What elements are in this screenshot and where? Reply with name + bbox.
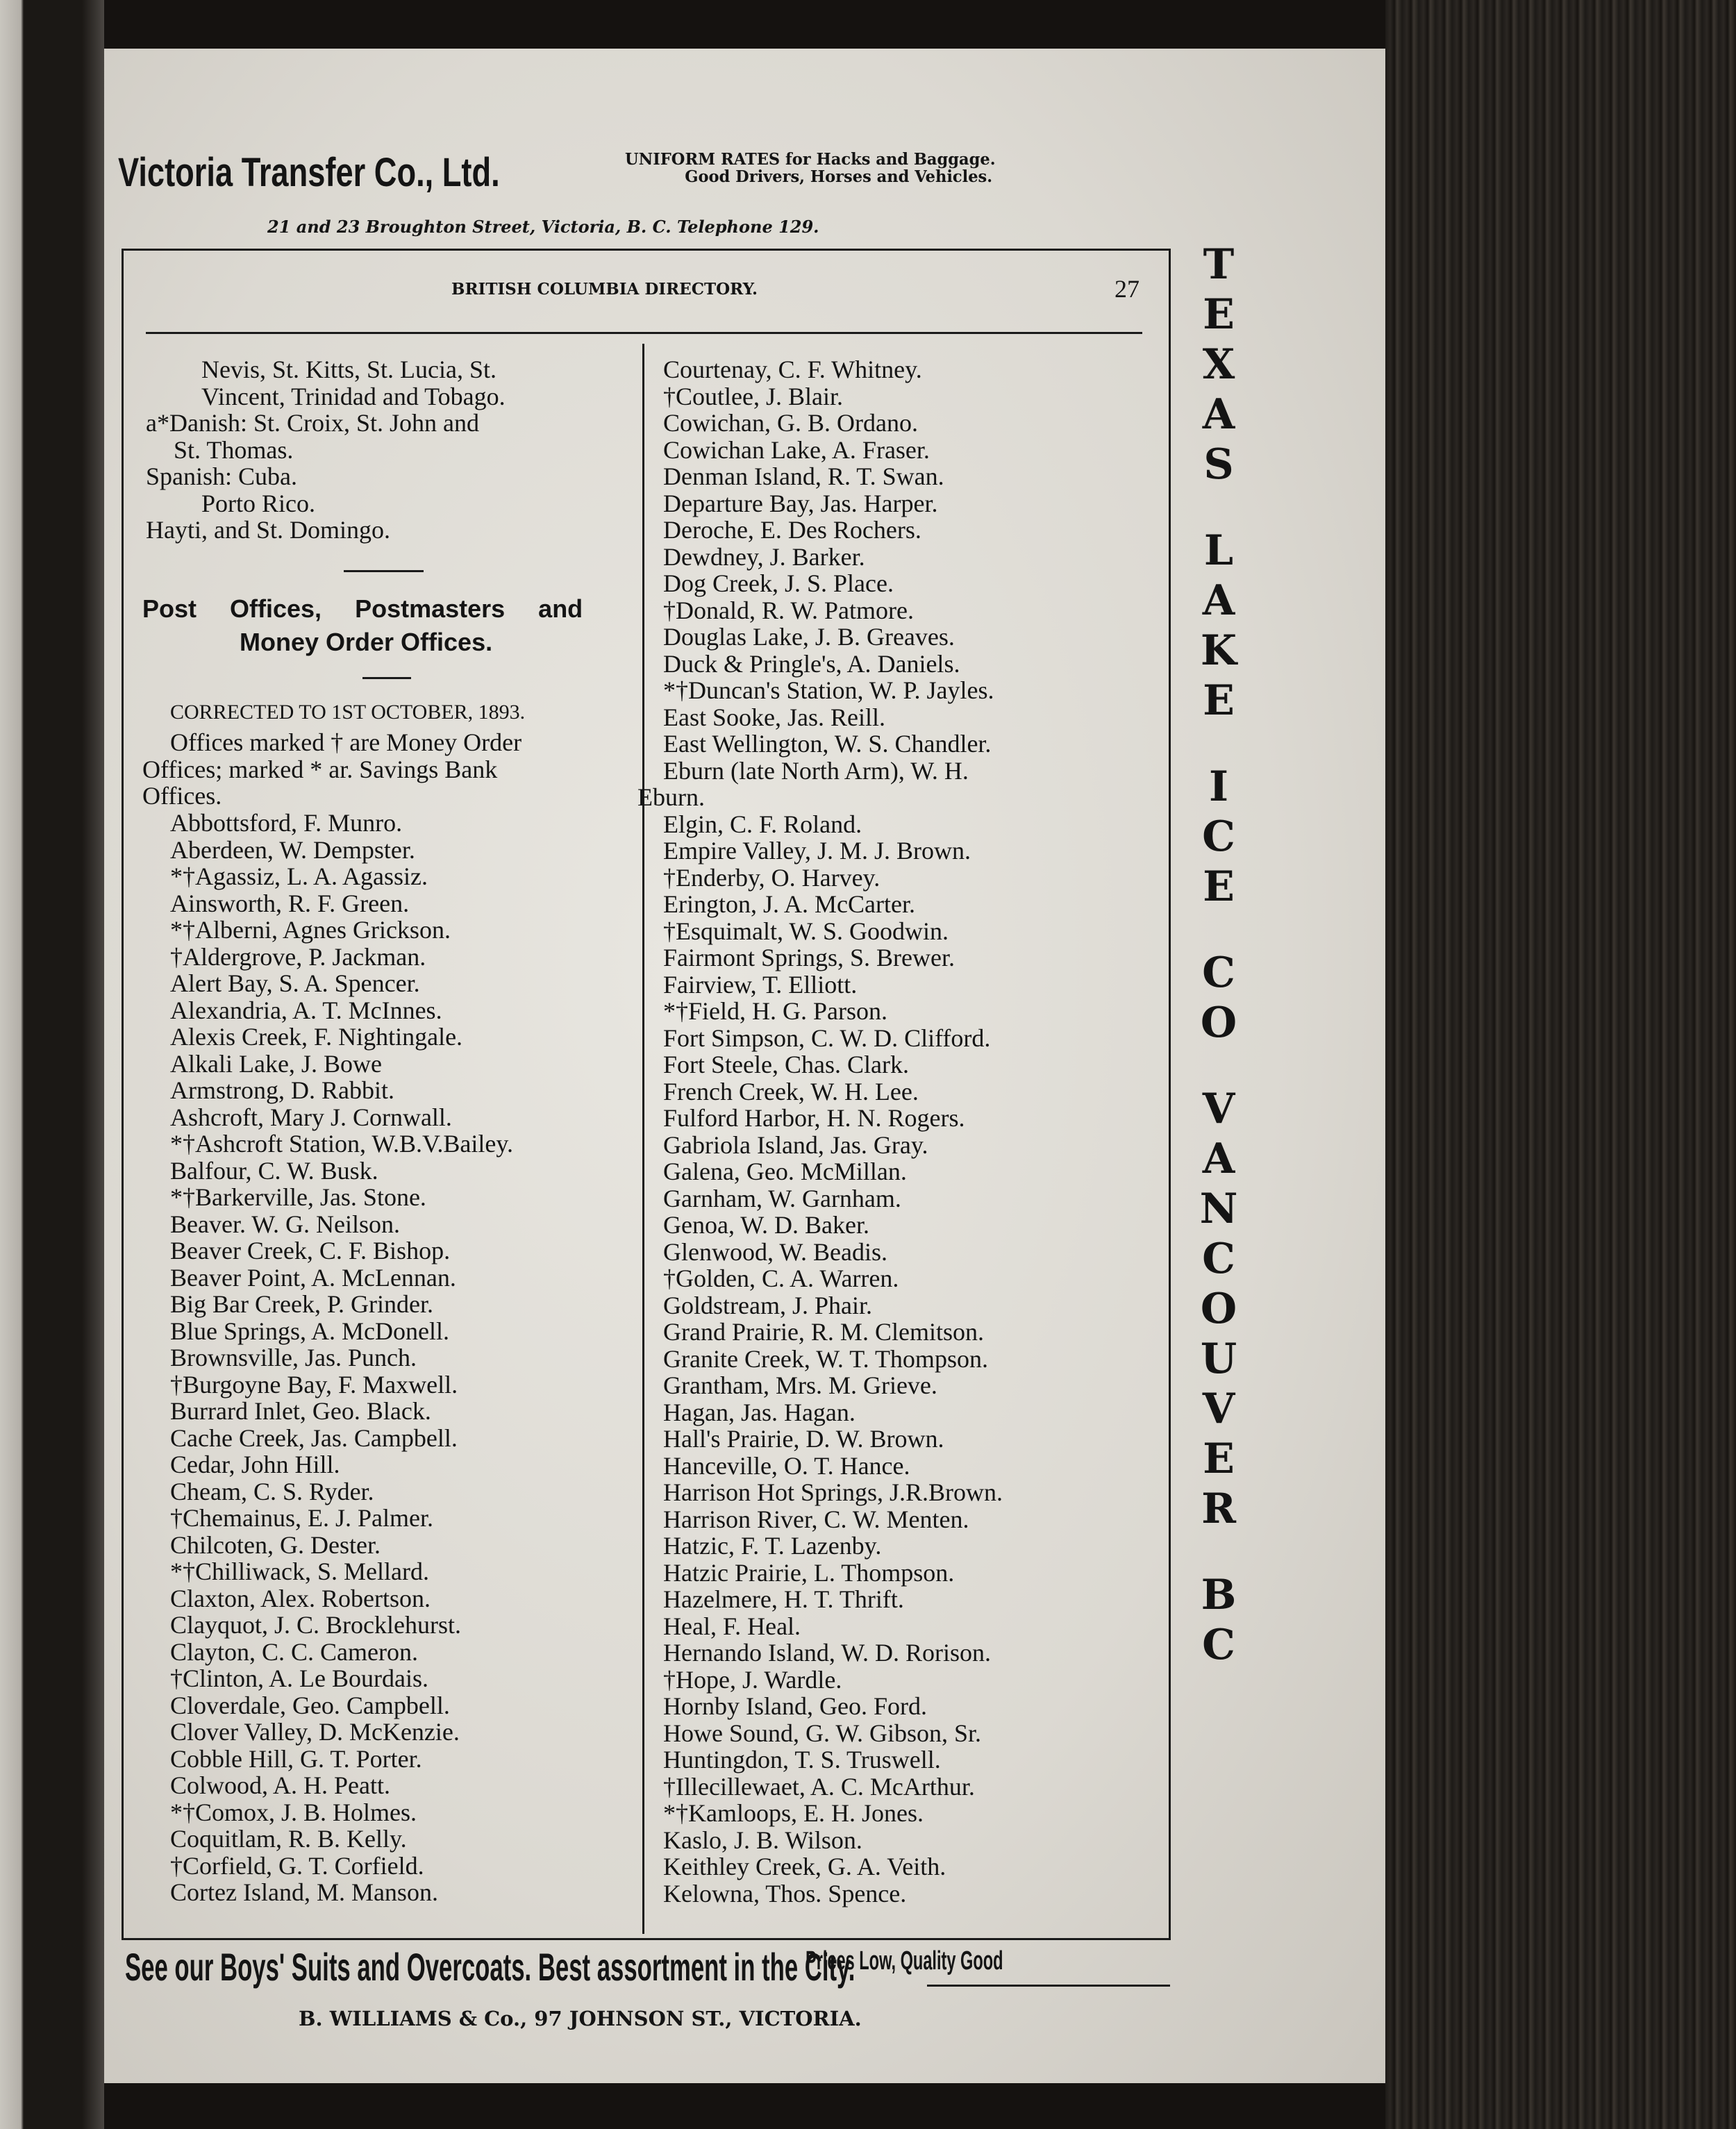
side-ad-letter: V	[1202, 1085, 1235, 1133]
directory-entry: *†Duncan's Station, W. P. Jayles.	[663, 676, 994, 704]
directory-entry: *†Alberni, Agnes Grickson.	[170, 916, 451, 944]
directory-entry: Big Bar Creek, P. Grinder.	[170, 1290, 433, 1318]
top-ad-rates-line2: Good Drivers, Horses and Vehicles.	[685, 167, 993, 186]
directory-entry: Hanceville, O. T. Hance.	[663, 1451, 910, 1480]
directory-entry: Chilcoten, G. Dester.	[170, 1530, 381, 1559]
side-ad-letter: O	[1200, 1285, 1237, 1333]
directory-entry: Grand Prairie, R. M. Clemitson.	[663, 1318, 984, 1346]
directory-entry: Heal, F. Heal.	[663, 1612, 801, 1640]
side-ad-letter: A	[1202, 576, 1235, 625]
bottom-ad-price: Prices Low, Quality Good	[806, 1946, 1003, 1976]
directory-entry: Granite Creek, W. T. Thompson.	[663, 1344, 988, 1373]
directory-entry: Cortez Island, M. Manson.	[170, 1878, 438, 1906]
side-ad-letter: N	[1199, 1185, 1238, 1233]
directory-entry: Hatzic, F. T. Lazenby.	[663, 1532, 882, 1560]
side-ad-letter: K	[1200, 626, 1237, 675]
directory-entry: Goldstream, J. Phair.	[663, 1291, 872, 1319]
side-ad-letter: C	[1202, 812, 1235, 861]
note-line: Offices; marked * ar. Savings Bank	[142, 755, 498, 783]
side-ad-letter: S	[1203, 440, 1234, 489]
directory-entry: Alert Bay, S. A. Spencer.	[170, 969, 420, 997]
directory-entry: Beaver Creek, C. F. Bishop.	[170, 1237, 451, 1264]
directory-entry: Douglas Lake, J. B. Greaves.	[663, 623, 955, 651]
section-heading	[142, 592, 621, 659]
directory-entry: Departure Bay, Jas. Harper.	[663, 489, 938, 517]
directory-entry: Ashcroft, Mary J. Cornwall.	[170, 1103, 452, 1131]
side-ad-letter: A	[1202, 390, 1235, 439]
left-book-edge	[0, 0, 104, 2129]
side-ad-gap	[1180, 726, 1257, 762]
directory-entry: Grantham, Mrs. M. Grieve.	[663, 1371, 937, 1399]
intro-line: Nevis, St. Kitts, St. Lucia, St.	[201, 356, 497, 383]
directory-entry: Hernando Island, W. D. Rorison.	[663, 1639, 991, 1667]
side-ad-letter: V	[1202, 1385, 1235, 1433]
directory-entry: Colwood, A. H. Peatt.	[170, 1771, 391, 1799]
directory-entry: Abbottsford, F. Munro.	[170, 809, 403, 837]
directory-entry: Gabriola Island, Jas. Gray.	[663, 1130, 928, 1159]
side-ad-gap	[1180, 912, 1257, 948]
column-divider	[642, 344, 644, 1934]
directory-entry: Genoa, W. D. Baker.	[663, 1211, 869, 1239]
directory-entry: East Wellington, W. S. Chandler.	[663, 730, 992, 758]
directory-entry: †Enderby, O. Harvey.	[663, 863, 880, 892]
top-ad-address: 21 and 23 Broughton Street, Victoria, B. C. Telephone 129.	[267, 217, 819, 237]
side-ad-letter: E	[1203, 862, 1235, 911]
directory-entry: Galena, Geo. McMillan.	[663, 1158, 907, 1185]
side-ad-letter: X	[1202, 340, 1235, 389]
directory-entry: Harrison Hot Springs, J.R.Brown.	[663, 1478, 1003, 1506]
directory-entry: Cowichan Lake, A. Fraser.	[663, 435, 930, 464]
note-line: Offices marked † are Money Order	[170, 728, 522, 756]
directory-entry: Fort Steele, Chas. Clark.	[663, 1051, 909, 1078]
directory-entry: Eburn (late North Arm), W. H.	[663, 756, 969, 785]
directory-entry: Kelowna, Thos. Spence.	[663, 1879, 907, 1907]
side-ad-letter: R	[1201, 1485, 1236, 1533]
directory-entry: Glenwood, W. Beadis.	[663, 1237, 887, 1266]
right-entries-list	[637, 356, 1003, 1907]
directory-entry: †Golden, C. A. Warren.	[663, 1264, 899, 1292]
side-ad-letter: U	[1200, 1335, 1237, 1383]
directory-entry: Empire Valley, J. M. J. Brown.	[663, 837, 971, 865]
top-ad-rates	[625, 151, 996, 185]
directory-entry: *†Ashcroft Station, W.B.V.Bailey.	[170, 1130, 513, 1158]
corrected-date: CORRECTED TO 1ST OCTOBER, 1893.	[170, 701, 526, 724]
side-ad-gap	[1180, 1534, 1257, 1570]
directory-entry: Alexandria, A. T. McInnes.	[170, 996, 442, 1024]
bottom-ad-address: B. WILLIAMS & Co., 97 JOHNSON ST., VICTORIA.	[299, 2007, 862, 2030]
intro-line: Porto Rico.	[201, 489, 316, 517]
directory-entry: *†Barkerville, Jas. Stone.	[170, 1183, 426, 1211]
directory-entry: Clayton, C. C. Cameron.	[170, 1637, 418, 1666]
side-ad-letter: C	[1202, 949, 1235, 997]
directory-entry: Ainsworth, R. F. Green.	[170, 889, 410, 917]
directory-entry: †Chemainus, E. J. Palmer.	[170, 1504, 433, 1532]
directory-entry: Beaver. W. G. Neilson.	[170, 1210, 400, 1238]
side-ad-letter: E	[1203, 1435, 1235, 1483]
bottom-advertisement	[125, 1944, 1303, 1989]
directory-entry: Denman Island, R. T. Swan.	[663, 462, 944, 490]
directory-entry: Huntingdon, T. S. Truswell.	[663, 1746, 941, 1773]
left-intro	[146, 356, 506, 544]
side-ad-letter: C	[1202, 1621, 1235, 1669]
side-ad-letter: I	[1208, 762, 1229, 811]
directory-entry: Clayquot, J. C. Brocklehurst.	[170, 1611, 461, 1639]
side-ad-letter: T	[1203, 240, 1235, 289]
directory-entry: Armstrong, D. Rabbit.	[170, 1076, 394, 1104]
directory-entry: Eburn.	[637, 783, 705, 811]
directory-entry: Garnham, W. Garnham.	[663, 1184, 901, 1212]
top-ad-rates-line1: UNIFORM RATES for Hacks and Baggage.	[625, 150, 996, 169]
left-note	[142, 729, 521, 810]
directory-entry: †Corfield, G. T. Corfield.	[170, 1851, 424, 1880]
top-ad-company-name: Victoria Transfer Co., Ltd.	[118, 150, 500, 195]
directory-entry: †Illecillewaet, A. C. McArthur.	[663, 1772, 975, 1801]
intro-line: St. Thomas.	[174, 435, 294, 464]
directory-entry: *†Agassiz, L. A. Agassiz.	[170, 862, 428, 890]
directory-entry: Brownsville, Jas. Punch.	[170, 1344, 417, 1371]
page-number: 27	[1115, 275, 1140, 303]
directory-entry: Dewdney, J. Barker.	[663, 542, 865, 571]
side-ad-letter: C	[1202, 1235, 1235, 1283]
directory-entry: East Sooke, Jas. Reill.	[663, 703, 885, 731]
directory-entry: Duck & Pringle's, A. Daniels.	[663, 649, 960, 678]
intro-line: Spanish: Cuba.	[146, 462, 298, 490]
intro-line: Hayti, and St. Domingo.	[146, 516, 390, 544]
side-ad-letter: E	[1203, 676, 1235, 725]
directory-entry: Cobble Hill, G. T. Porter.	[170, 1744, 422, 1773]
directory-entry: Balfour, C. W. Busk.	[170, 1156, 378, 1185]
directory-entry: †Burgoyne Bay, F. Maxwell.	[170, 1370, 458, 1399]
directory-entry: Hornby Island, Geo. Ford.	[663, 1692, 927, 1720]
side-ad-letter: L	[1203, 526, 1234, 575]
directory-entry: †Donald, R. W. Patmore.	[663, 596, 914, 624]
directory-entry: Keithley Creek, G. A. Veith.	[663, 1853, 946, 1880]
directory-entry: Cheam, C. S. Ryder.	[170, 1477, 374, 1505]
directory-entry: Clover Valley, D. McKenzie.	[170, 1718, 460, 1746]
directory-entry: Blue Springs, A. McDonell.	[170, 1317, 449, 1345]
directory-entry: Hazelmere, H. T. Thrift.	[663, 1585, 904, 1613]
directory-entry: French Creek, W. H. Lee.	[663, 1077, 919, 1105]
side-ad-gap	[1180, 1048, 1257, 1084]
directory-entry: Cedar, John Hill.	[170, 1451, 340, 1478]
directory-entry: Howe Sound, G. W. Gibson, Sr.	[663, 1719, 982, 1747]
directory-entry: Hall's Prairie, D. W. Brown.	[663, 1425, 944, 1453]
section-heading-line2: Money Order Offices.	[240, 628, 493, 656]
directory-entry: Hatzic Prairie, L. Thompson.	[663, 1558, 955, 1587]
side-ad-letter: E	[1203, 290, 1235, 339]
directory-entry: Dog Creek, J. S. Place.	[663, 569, 894, 597]
directory-entry: Elgin, C. F. Roland.	[663, 810, 862, 838]
directory-entry: Fairmont Springs, S. Brewer.	[663, 944, 955, 971]
side-ad-gap	[1180, 490, 1257, 526]
directory-entry: Alkali Lake, J. Bowe	[170, 1049, 382, 1078]
section-dash	[362, 677, 411, 679]
directory-entry: Claxton, Alex. Robertson.	[170, 1584, 431, 1612]
directory-entry: †Coutlee, J. Blair.	[663, 382, 843, 410]
directory-entry: Cloverdale, Geo. Campbell.	[170, 1691, 450, 1719]
directory-entry: *†Comox, J. B. Holmes.	[170, 1798, 417, 1826]
section-dash	[344, 570, 424, 572]
directory-entry: Harrison River, C. W. Menten.	[663, 1505, 969, 1533]
note-line: Offices.	[142, 782, 222, 810]
header-rule	[146, 332, 1142, 334]
left-entries-list	[170, 810, 513, 1906]
directory-entry: *†Kamloops, E. H. Jones.	[663, 1799, 924, 1827]
running-header: BRITISH COLUMBIA DIRECTORY.	[451, 280, 758, 299]
directory-entry: Alexis Creek, F. Nightingale.	[170, 1023, 463, 1051]
directory-entry: Hagan, Jas. Hagan.	[663, 1398, 856, 1426]
side-advertisement	[1180, 240, 1257, 1670]
directory-entry: *†Chilliwack, S. Mellard.	[170, 1558, 429, 1585]
directory-entry: †Clinton, A. Le Bourdais.	[170, 1664, 428, 1692]
directory-entry: †Aldergrove, P. Jackman.	[170, 942, 426, 971]
directory-entry: Fairview, T. Elliott.	[663, 970, 858, 999]
intro-line: a*Danish: St. Croix, St. John and	[146, 409, 480, 437]
directory-entry: †Esquimalt, W. S. Goodwin.	[663, 917, 949, 945]
top-advertisement	[118, 149, 1180, 195]
directory-entry: Fulford Harbor, H. N. Rogers.	[663, 1104, 965, 1132]
directory-entry: Cache Creek, Jas. Campbell.	[170, 1423, 458, 1452]
directory-entry: *†Field, H. G. Parson.	[663, 997, 887, 1025]
bottom-ad-rule	[927, 1985, 1170, 1987]
side-ad-letter: O	[1200, 999, 1237, 1047]
directory-entry: Erington, J. A. McCarter.	[663, 890, 915, 918]
bottom-ad-main: See our Boys' Suits and Overcoats. Best assortment in the City.	[125, 1945, 856, 1989]
directory-entry: Aberdeen, W. Dempster.	[170, 835, 415, 864]
section-heading-line1: Post Offices, Postmasters and	[142, 594, 583, 623]
directory-entry: †Hope, J. Wardle.	[663, 1665, 842, 1694]
directory-entry: Fort Simpson, C. W. D. Clifford.	[663, 1024, 991, 1052]
intro-line: Vincent, Trinidad and Tobago.	[201, 382, 506, 410]
side-ad-letter: B	[1201, 1571, 1237, 1619]
directory-entry: Deroche, E. Des Rochers.	[663, 516, 921, 544]
side-ad-letter: A	[1202, 1135, 1235, 1183]
directory-entry: Courtenay, C. F. Whitney.	[663, 356, 922, 383]
directory-entry: Cowichan, G. B. Ordano.	[663, 409, 918, 437]
directory-entry: Coquitlam, R. B. Kelly.	[170, 1825, 407, 1853]
wood-background	[1385, 0, 1736, 2129]
directory-entry: Burrard Inlet, Geo. Black.	[170, 1397, 431, 1425]
directory-entry: Beaver Point, A. McLennan.	[170, 1263, 456, 1292]
directory-entry: Kaslo, J. B. Wilson.	[663, 1826, 862, 1854]
